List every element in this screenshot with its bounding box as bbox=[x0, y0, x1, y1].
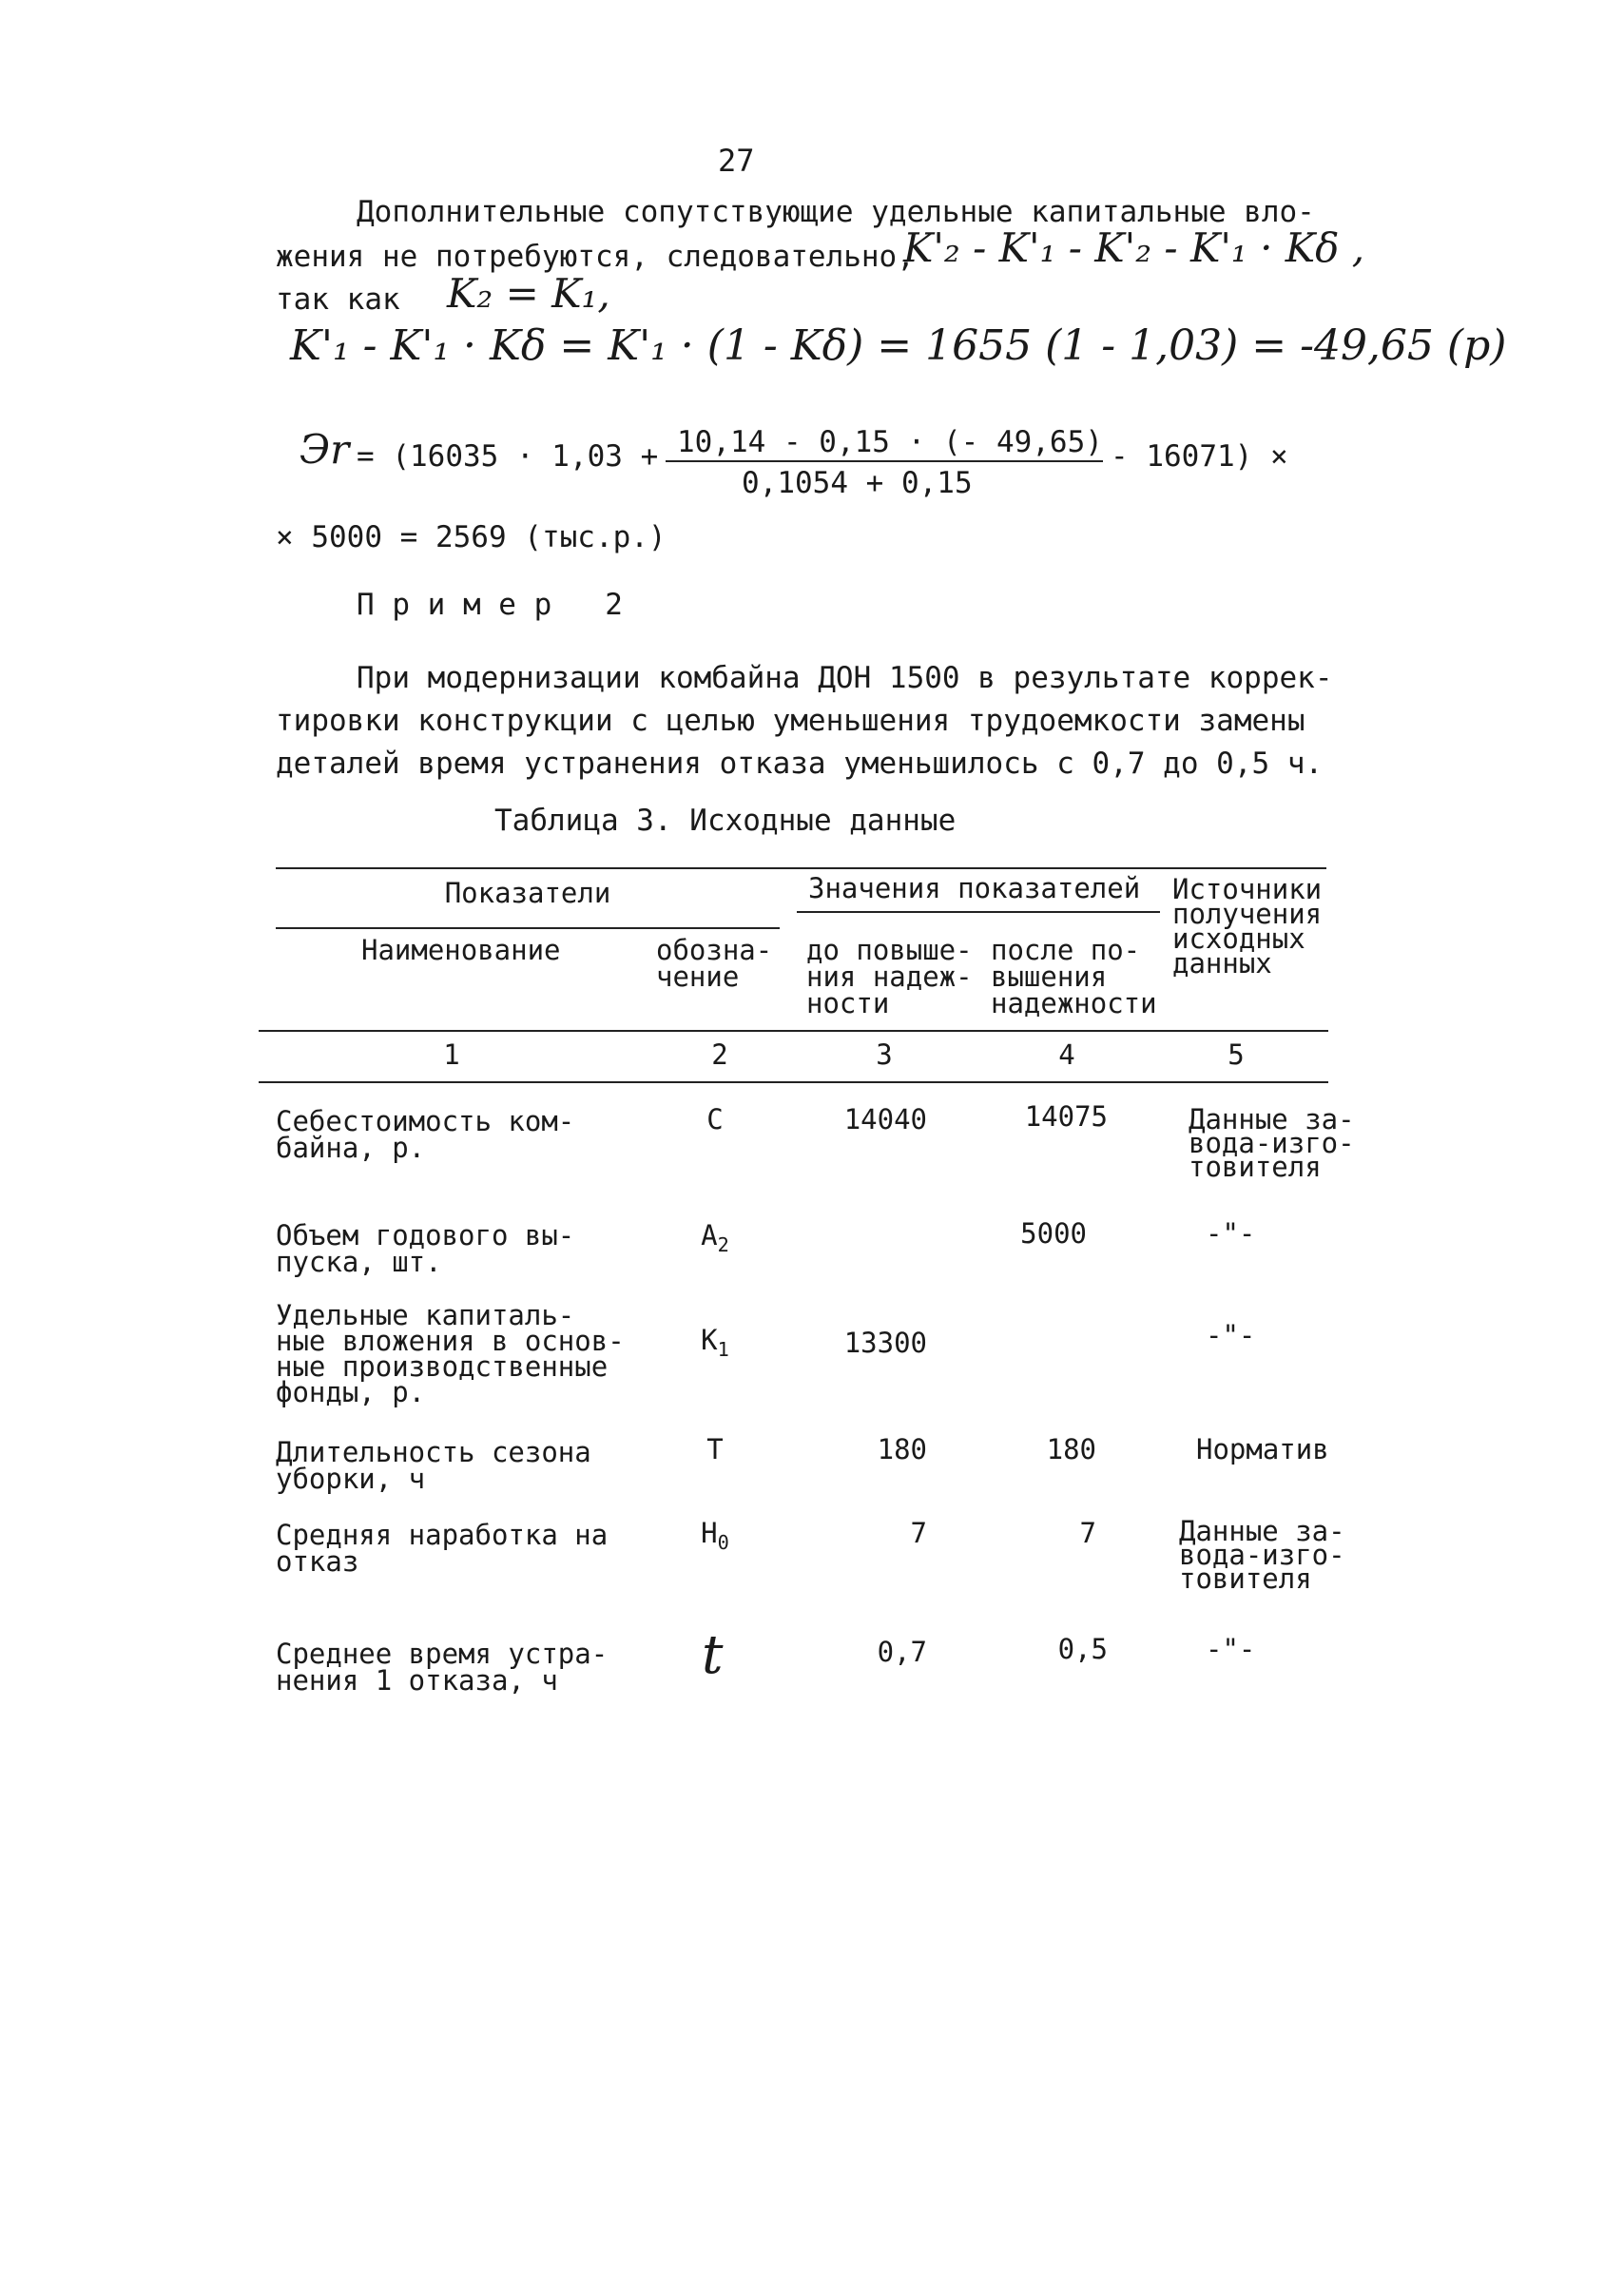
table-row-1-name: Себестоимость ком- байна, р. bbox=[276, 1105, 575, 1164]
table-row-2-symbol-sub: 2 bbox=[717, 1232, 729, 1256]
table-row-4-before: 180 bbox=[877, 1433, 927, 1465]
header-divider-right bbox=[797, 911, 1160, 913]
table-row-2-symbol-letter: А bbox=[701, 1219, 718, 1251]
table-row-2-name: Объем годового вы- пуска, шт. bbox=[276, 1219, 575, 1278]
paragraph1-line3-text: так как bbox=[276, 282, 400, 317]
col-number-2: 2 bbox=[711, 1038, 728, 1071]
table-row-1-after: 14075 bbox=[1024, 1100, 1108, 1133]
formula-tail: - 16071) × bbox=[1111, 439, 1288, 474]
page-number: 27 bbox=[718, 143, 755, 179]
table-row-1-source: Данные за- вода-изго- товителя bbox=[1189, 1103, 1355, 1183]
table-row-5-name: Средняя наработка на отказ bbox=[276, 1519, 609, 1578]
header-name: Наименование bbox=[361, 934, 561, 966]
paragraph1-line2-handwritten: K'₂ - K'₁ - K'₂ - K'₁ · Kδ , bbox=[903, 224, 1365, 271]
table-row-4-symbol: Т bbox=[706, 1433, 724, 1465]
table-row-2-after: 5000 bbox=[1020, 1217, 1087, 1250]
table-row-1-symbol: С bbox=[706, 1103, 724, 1135]
col-number-1: 1 bbox=[443, 1038, 460, 1071]
table-top-rule bbox=[276, 867, 1326, 869]
col-number-3: 3 bbox=[876, 1038, 893, 1071]
header-designation: обозна- чение bbox=[656, 934, 773, 993]
table-row-5-after: 7 bbox=[1079, 1517, 1096, 1549]
table-row-5-symbol-letter: Н bbox=[701, 1517, 718, 1549]
paragraph1-line1: Дополнительные сопутствующие удельные капитальные вло- bbox=[357, 195, 1315, 229]
table-row-1-before: 14040 bbox=[843, 1103, 927, 1135]
table-row-3-source: -"- bbox=[1206, 1319, 1256, 1351]
paragraph1-line3-handwritten: K₂ = K₁, bbox=[447, 270, 610, 317]
table-row-6-name: Среднее время устра- нения 1 отказа, ч bbox=[276, 1638, 609, 1697]
table-row-6-symbol: t bbox=[702, 1624, 724, 1686]
table-row-4-source: Норматив bbox=[1196, 1433, 1329, 1465]
table-row-4-after: 180 bbox=[1046, 1433, 1096, 1465]
table-row-3-symbol-sub: 1 bbox=[717, 1337, 729, 1361]
table-row-5-before: 7 bbox=[910, 1517, 927, 1549]
col-number-4: 4 bbox=[1058, 1038, 1075, 1071]
table-row-2-source: -"- bbox=[1206, 1217, 1256, 1250]
paragraph2-line3: деталей время устранения отказа уменьшилось с 0,7 до 0,5 ч. bbox=[276, 747, 1324, 781]
header-divider-left bbox=[276, 927, 780, 929]
table-row-3-symbol bbox=[677, 1324, 753, 1363]
table-row-3-symbol-letter: К bbox=[701, 1324, 718, 1356]
col-numbers-rule bbox=[259, 1081, 1328, 1083]
table-caption: Таблица 3. Исходные данные bbox=[494, 804, 957, 838]
table-row-3-name: Удельные капиталь- ные вложения в основ- ные производственные фонды, р. bbox=[276, 1299, 625, 1408]
table-row-6-source: -"- bbox=[1206, 1633, 1256, 1665]
formula-lhs: Эr bbox=[300, 426, 350, 473]
table-row-5-source: Данные за- вода-изго- товителя bbox=[1179, 1515, 1345, 1595]
formula-line2: × 5000 = 2569 (тыс.р.) bbox=[276, 520, 667, 554]
table-row-6-before: 0,7 bbox=[877, 1636, 927, 1668]
paragraph2-line2: тировки конструкции с целью уменьшения трудоемкости замены bbox=[276, 704, 1305, 738]
formula-denominator: 0,1054 + 0,15 bbox=[742, 466, 973, 500]
header-before: до повыше- ния надеж- ности bbox=[806, 934, 973, 1019]
table-row-6-after: 0,5 bbox=[1057, 1633, 1108, 1665]
header-bottom-rule bbox=[259, 1030, 1328, 1032]
formula-numerator: 10,14 - 0,15 · (- 49,65) bbox=[677, 425, 1103, 459]
fraction-bar bbox=[666, 460, 1103, 462]
table-row-5-symbol bbox=[677, 1517, 753, 1556]
header-sources: Источники получения исходных данных bbox=[1172, 873, 1323, 980]
paragraph1-line2-text: жения не потребуются, следовательно, bbox=[276, 240, 915, 274]
header-values: Значения показателей bbox=[808, 872, 1141, 904]
example-heading: П р и м е р 2 bbox=[357, 588, 623, 622]
table-row-5-symbol-sub: 0 bbox=[717, 1530, 729, 1554]
table-row-2-symbol bbox=[677, 1219, 753, 1258]
paragraph2-line1: При модернизации комбайна ДОН 1500 в результате коррек- bbox=[357, 661, 1333, 695]
handwritten-formula: K'₁ - K'₁ · Kδ = K'₁ · (1 - Kδ) = 1655 (1 - 1,03) = -49,65 (р) bbox=[290, 321, 1507, 370]
table-row-4-name: Длительность сезона уборки, ч bbox=[276, 1436, 591, 1495]
table-row-3-before: 13300 bbox=[843, 1327, 927, 1359]
col-number-5: 5 bbox=[1228, 1038, 1245, 1071]
header-indicators: Показатели bbox=[444, 877, 611, 909]
formula-eq: = (16035 · 1,03 + bbox=[357, 439, 659, 474]
header-after: после по- вышения надежности bbox=[991, 934, 1157, 1019]
